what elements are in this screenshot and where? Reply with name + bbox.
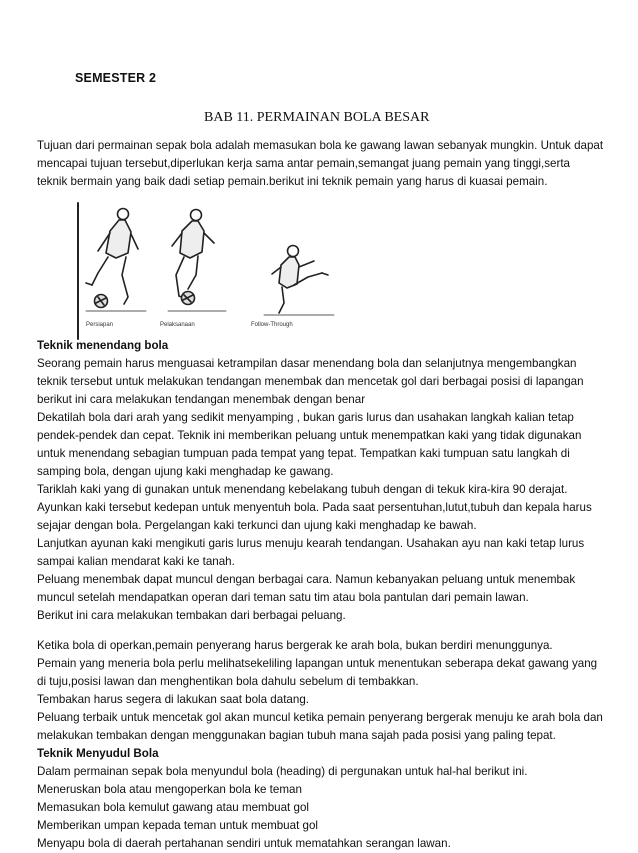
text-line: Tembakan harus segera di lakukan saat bola datang. — [37, 693, 309, 706]
figure-caption: Persiapan — [86, 322, 114, 328]
text-line: pendek-pendek dan cepat. Teknik ini memberikan peluang untuk menempatkan kaki yang tidak digunakan — [37, 429, 582, 442]
kicking-illustration — [76, 201, 344, 343]
text-line: Peluang terbaik untuk mencetak gol akan muncul ketika pemain penyerang bergerak menuju ke arah bola dan — [37, 711, 603, 724]
text-line: teknik tersebut untuk melakukan tendangan menembak dan mencetak gol dari berbagai posisi di lapangan — [37, 375, 584, 388]
text-line: Pemain yang meneria bola perlu melihatsekeliling lapangan untuk menentukan seberapa dekat gawang yang — [37, 657, 598, 670]
main-body — [37, 337, 603, 853]
text-line: Ketika bola di operkan,pemain penyerang harus bergerak ke arah bola, bukan berdiri menunggunya. — [37, 639, 553, 652]
figure-caption: Pelaksanaan — [160, 322, 195, 328]
text-line: Tujuan dari permainan sepak bola adalah memasukan bola ke gawang lawan sebanyak mungkin. Untuk dapat — [37, 139, 604, 152]
text-line: untuk menendang sebagian tumpuan pada tempat yang tepat. Tempatkan kaki tumpuan satu langkah di — [37, 447, 570, 460]
figure-caption: Follow-Through — [251, 322, 293, 328]
text-line: Ayunkan kaki tersebut kedepan untuk menyentuh bola. Pada saat persentuhan,lutut,tubuh dan kepala harus — [37, 501, 592, 514]
text-line: Memberikan umpan kepada teman untuk membuat gol — [37, 819, 318, 832]
text-line: Peluang menembak dapat muncul dengan berbagai cara. Namun kebanyakan peluang untuk menembak — [37, 573, 576, 586]
text-line: muncul setelah mendapatkan operan dari teman satu tim atau bola pantulan dari pemain lawan. — [37, 591, 529, 604]
text-line: mencapai tujuan tersebut,diperlukan kerja sama antar pemain,semangat juang pemain yang tinggi,serta — [37, 157, 570, 170]
chapter-title: BAB 11. PERMAINAN BOLA BESAR — [204, 110, 430, 125]
semester-label: SEMESTER 2 — [75, 71, 157, 85]
text-line: samping bola, dengan ujung kaki menghadap ke gawang. — [37, 465, 334, 478]
text-line: di tuju,posisi lawan dan menghentikan bola dahulu sebelum di tembakkan. — [37, 675, 419, 688]
text-line: sejajar dengan bola. Pergelangan kaki terkunci dan ujung kaki menghadap ke bawah. — [37, 519, 477, 532]
text-line: Dekatilah bola dari arah yang sedikit menyamping , bukan garis lurus dan usahakan langkah kalian tetap — [37, 411, 574, 424]
text-line: sampai kalian mendarat kaki ke tanah. — [37, 555, 235, 568]
section-heading-kicking: Teknik menendang bola — [37, 339, 169, 352]
text-line: melakukan tembakan dengan menggunakan bagian tubuh mana sajah pada posisi yang paling tepat. — [37, 729, 556, 742]
text-line: Tariklah kaki yang di gunakan untuk menendang kebelakang tubuh dengan di tekuk kira-kira 90 derajat. — [37, 483, 568, 496]
text-line: Dalam permainan sepak bola menyundul bola (heading) di pergunakan untuk hal-hal berikut ini. — [37, 765, 528, 778]
paragraph-gap — [37, 625, 603, 637]
text-line: berikut ini cara melakukan tendangan menembak dengan benar — [37, 393, 366, 406]
text-line: teknik bermain yang baik dadi setiap pemain.berikut ini teknik pemain yang harus di kuasai pemain. — [37, 175, 548, 188]
text-line: Menyapu bola di daerah pertahanan sendiri untuk mematahkan serangan lawan. — [37, 837, 451, 850]
text-line: Memasukan bola kemulut gawang atau membuat gol — [37, 801, 309, 814]
text-line: Meneruskan bola atau mengoperkan bola ke teman — [37, 783, 302, 796]
section-heading-heading: Teknik Menyudul Bola — [37, 747, 159, 760]
text-line: Lanjutkan ayunan kaki mengikuti garis lurus menuju kearah tendangan. Usahakan ayu nan kaki tetap lurus — [37, 537, 585, 550]
kicking-technique-figure — [76, 201, 344, 343]
intro-paragraph — [37, 137, 603, 191]
text-line: Seorang pemain harus menguasai ketrampilan dasar menendang bola dan selanjutnya mengembangkan — [37, 357, 577, 370]
text-line: Berikut ini cara melakukan tembakan dari berbagai peluang. — [37, 609, 346, 622]
